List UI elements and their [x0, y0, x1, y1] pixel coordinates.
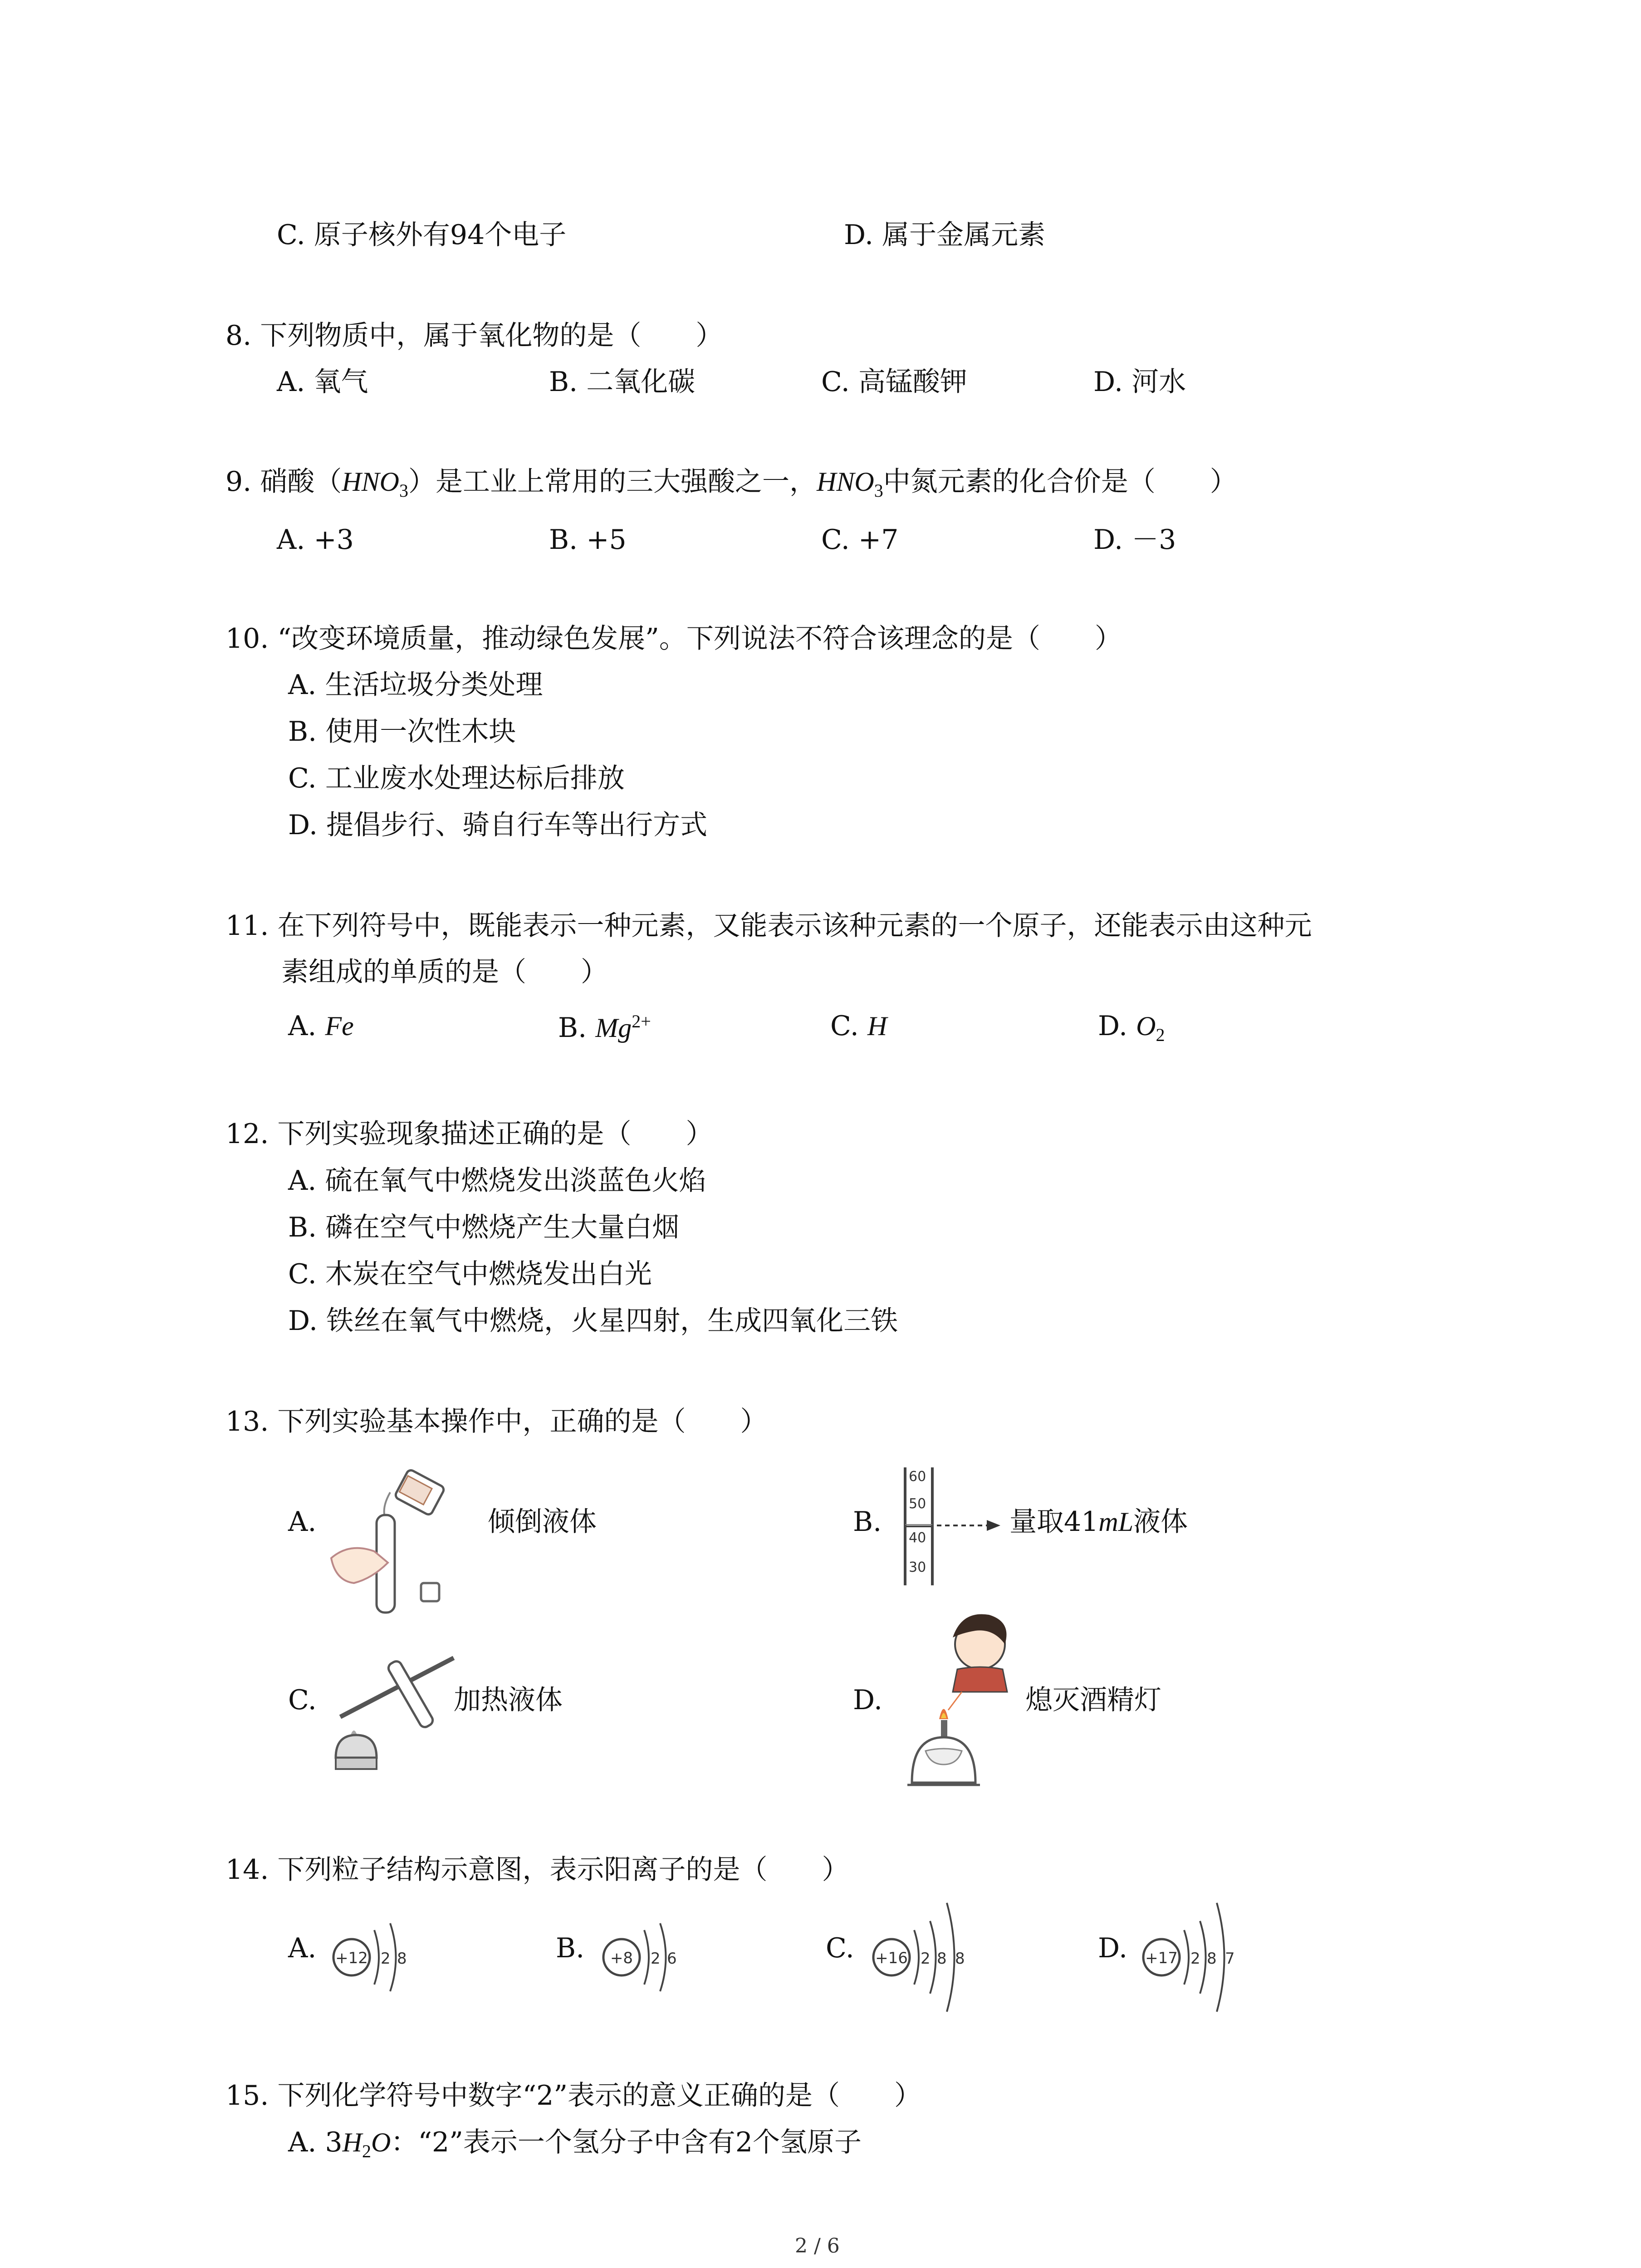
q10-option-b: B. 使用一次性木块 [288, 716, 516, 748]
atom-structure-c [869, 1892, 987, 2023]
pouring-liquid-illustration [322, 1465, 504, 1615]
q15-stem: 15. 下列化学符号中数字“2”表示的意义正确的是（ ） [225, 2080, 922, 2112]
cylinder-tick-60: 60 [909, 1469, 926, 1485]
atom-c-shell-1: 2 [921, 1950, 931, 1968]
q8-option-b: B. 二氧化碳 [549, 366, 696, 398]
q11-stem-line2: 素组成的单质的是（ ） [281, 956, 608, 988]
q11-option-b-label: B. [558, 1012, 587, 1044]
atom-b-nucleus: +8 [610, 1949, 633, 1967]
q12-option-c: C. 木炭在空气中燃烧发出白光 [288, 1258, 652, 1290]
q9-stem-post: 中氮元素的化合价是（ ） [883, 466, 1237, 498]
q9-formula-2: HNO [817, 467, 874, 497]
atom-structure-b [599, 1907, 690, 2007]
atom-a-shell-1: 2 [381, 1950, 391, 1968]
q14-stem: 14. 下列粒子结构示意图，表示阳离子的是（ ） [225, 1854, 849, 1886]
atom-c-shell-2: 8 [937, 1950, 947, 1968]
q13-option-b-caption-pre: 量取41 [1009, 1506, 1099, 1538]
q9-stem-mid: ）是工业上常用的三大强酸之一， [408, 466, 817, 498]
atom-structure-d [1139, 1892, 1257, 2023]
heating-liquid-illustration [322, 1644, 458, 1776]
atom-d-shell-2: 8 [1207, 1950, 1217, 1968]
q13-stem: 13. 下列实验基本操作中，正确的是（ ） [225, 1406, 768, 1437]
q11-option-a-symbol: Fe [325, 1011, 354, 1041]
cylinder-tick-50: 50 [909, 1496, 926, 1512]
cylinder-tick-40: 40 [909, 1530, 926, 1546]
q14-option-d-label: D. [1098, 1932, 1128, 1964]
q11-option-d-symbol: O [1136, 1011, 1156, 1041]
q15-option-a-formula: H [342, 2127, 362, 2157]
q9-stem-pre: 9. 硝酸（ [225, 466, 342, 498]
q9-formula-2-sub: 3 [874, 480, 883, 501]
q13-option-d-caption: 熄灭酒精灯 [1025, 1684, 1161, 1716]
q11-option-a [288, 1012, 354, 1040]
atom-b-shell-1: 2 [651, 1950, 661, 1968]
q10-option-d: D. 提倡步行、骑自行车等出行方式 [288, 809, 708, 841]
q7-option-c: C. 原子核外有94个电子 [277, 219, 567, 251]
q12-option-a: A. 硫在氧气中燃烧发出淡蓝色火焰 [288, 1165, 706, 1197]
q9-stem [225, 468, 1237, 500]
q9-option-b: B. +5 [549, 524, 627, 556]
atom-a-nucleus: +12 [335, 1949, 368, 1967]
q15-option-a-formula-tail: O [371, 2127, 391, 2157]
q7-option-d: D. 属于金属元素 [844, 219, 1046, 251]
q13-option-c-caption: 加热液体 [454, 1684, 563, 1716]
q11-option-c-label: C. [830, 1010, 859, 1042]
q11-option-b [558, 1011, 651, 1044]
atom-c-nucleus: +16 [875, 1949, 908, 1967]
q13-option-c-label: C. [288, 1684, 317, 1716]
q9-formula-1: HNO [342, 467, 400, 497]
q12-stem: 12. 下列实验现象描述正确的是（ ） [225, 1118, 713, 1150]
q11-option-b-symbol: Mg [595, 1013, 632, 1043]
q13-option-b-caption [1009, 1506, 1188, 1538]
q13-option-a-caption: 倾倒液体 [488, 1506, 597, 1538]
q13-option-b-caption-unit: mL [1098, 1507, 1134, 1537]
q14-option-b-label: B. [556, 1932, 585, 1964]
q15-option-a-formula-sub: 2 [362, 2141, 371, 2161]
q8-option-c: C. 高锰酸钾 [821, 366, 967, 398]
q11-option-b-charge: 2+ [632, 1011, 651, 1031]
q13-option-d-label: D. [853, 1684, 883, 1716]
q8-option-a: A. 氧气 [277, 366, 368, 398]
atom-a-shell-2: 8 [397, 1950, 407, 1968]
extinguishing-lamp-illustration [894, 1601, 1030, 1801]
page-number: 2 / 6 [795, 2234, 840, 2258]
q9-formula-1-sub: 3 [399, 480, 409, 501]
q15-option-a-label: A. 3 [288, 2126, 343, 2158]
graduated-cylinder-illustration [896, 1463, 1014, 1590]
q8-option-d: D. 河水 [1093, 366, 1186, 398]
q9-option-c: C. +7 [821, 524, 899, 556]
q14-option-a-label: A. [288, 1932, 317, 1964]
q13-option-b-caption-post: 液体 [1133, 1506, 1188, 1538]
atom-b-shell-2: 6 [667, 1950, 677, 1968]
q10-option-c: C. 工业废水处理达标后排放 [288, 763, 625, 794]
q11-option-c [830, 1012, 887, 1040]
q11-option-d [1098, 1012, 1165, 1044]
q9-option-a: A. +3 [277, 524, 354, 556]
q12-option-b: B. 磷在空气中燃烧产生大量白烟 [288, 1212, 680, 1243]
q10-option-a: A. 生活垃圾分类处理 [288, 669, 543, 701]
atom-structure-a [329, 1907, 420, 2007]
q15-option-a [288, 2126, 862, 2161]
q15-option-a-text: ：“2”表示一个氢分子中含有2个氢原子 [391, 2126, 862, 2158]
q11-option-c-symbol: H [867, 1011, 887, 1041]
cylinder-tick-30: 30 [909, 1559, 926, 1575]
atom-d-shell-1: 2 [1190, 1950, 1200, 1968]
q13-option-a-label: A. [288, 1506, 317, 1538]
atom-d-nucleus: +17 [1145, 1949, 1178, 1967]
q13-option-b-label: B. [853, 1506, 882, 1538]
atom-c-shell-3: 8 [955, 1950, 965, 1968]
q8-stem: 8. 下列物质中，属于氧化物的是（ ） [225, 320, 723, 352]
atom-d-shell-3: 7 [1225, 1950, 1235, 1968]
q12-option-d: D. 铁丝在氧气中燃烧，火星四射，生成四氧化三铁 [288, 1305, 898, 1337]
q11-option-d-label: D. [1098, 1010, 1128, 1042]
q11-option-d-sub: 2 [1156, 1025, 1165, 1045]
q11-option-a-label: A. [288, 1010, 317, 1042]
q9-option-d: D. －3 [1093, 524, 1176, 556]
q14-option-c-label: C. [826, 1932, 854, 1964]
q11-stem-line1: 11. 在下列符号中，既能表示一种元素，又能表示该种元素的一个原子，还能表示由这种元 [225, 910, 1312, 942]
q10-stem: 10. “改变环境质量，推动绿色发展”。下列说法不符合该理念的是（ ） [225, 623, 1122, 655]
